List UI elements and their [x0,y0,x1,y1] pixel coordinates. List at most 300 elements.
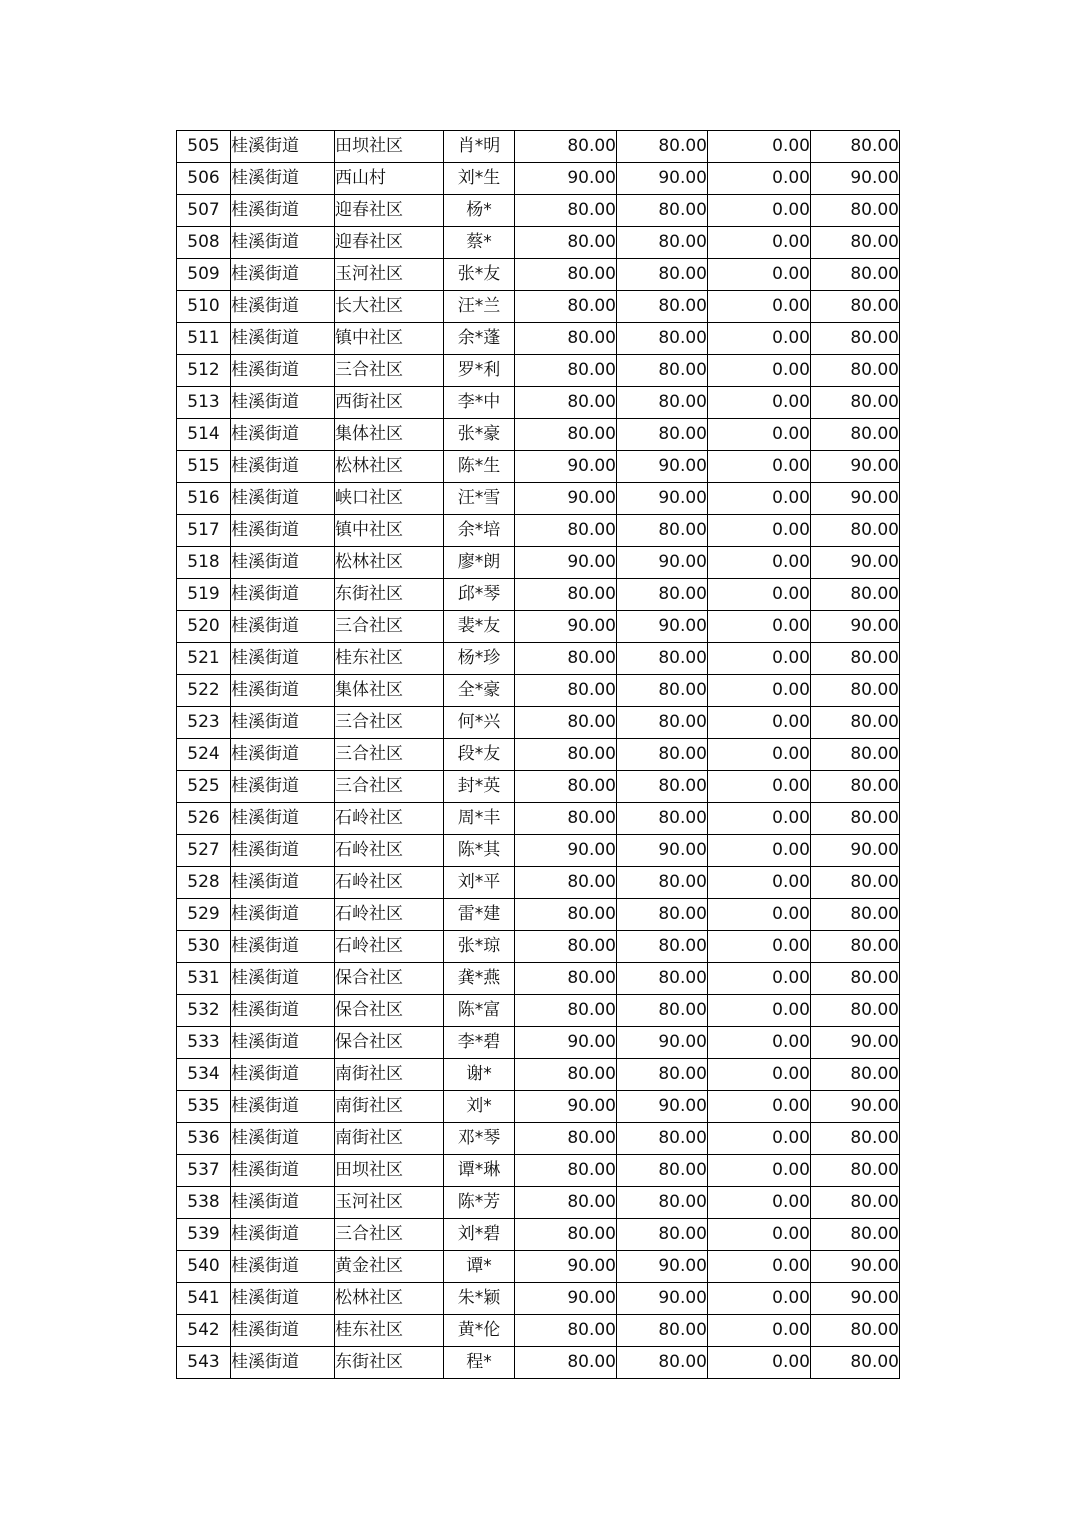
street-cell: 桂溪街道 [231,1187,335,1219]
table-row [177,195,900,227]
name-cell: 罗*利 [444,355,515,387]
amount-cell: 80.00 [617,1059,708,1091]
amount-cell: 80.00 [515,675,617,707]
street-cell: 桂溪街道 [231,771,335,803]
amount-cell: 80.00 [811,707,900,739]
table-row [177,643,900,675]
amount-cell: 90.00 [515,1027,617,1059]
street-cell: 桂溪街道 [231,291,335,323]
table-row [177,291,900,323]
community-cell: 玉河社区 [335,1187,444,1219]
street-cell: 桂溪街道 [231,195,335,227]
table-row [177,1219,900,1251]
amount-cell: 90.00 [811,1251,900,1283]
amount-cell: 80.00 [617,803,708,835]
name-cell: 程* [444,1347,515,1379]
amount-cell: 0.00 [708,707,811,739]
community-cell: 桂东社区 [335,643,444,675]
street-cell: 桂溪街道 [231,483,335,515]
row-number-cell: 512 [177,355,231,387]
street-cell: 桂溪街道 [231,675,335,707]
community-cell: 保合社区 [335,963,444,995]
amount-cell: 90.00 [617,483,708,515]
amount-cell: 80.00 [811,867,900,899]
amount-cell: 90.00 [515,547,617,579]
row-number-cell: 506 [177,163,231,195]
name-cell: 李*碧 [444,1027,515,1059]
amount-cell: 90.00 [811,483,900,515]
table-row [177,675,900,707]
table-row [177,611,900,643]
amount-cell: 90.00 [811,1091,900,1123]
amount-cell: 80.00 [617,963,708,995]
amount-cell: 0.00 [708,899,811,931]
amount-cell: 80.00 [617,739,708,771]
amount-cell: 90.00 [515,1251,617,1283]
street-cell: 桂溪街道 [231,451,335,483]
row-number-cell: 536 [177,1123,231,1155]
row-number-cell: 535 [177,1091,231,1123]
table-row [177,1347,900,1379]
street-cell: 桂溪街道 [231,227,335,259]
community-cell: 田坝社区 [335,1155,444,1187]
table-row [177,131,900,163]
table-row [177,259,900,291]
amount-cell: 80.00 [617,227,708,259]
amount-cell: 80.00 [515,515,617,547]
amount-cell: 90.00 [515,611,617,643]
community-cell: 峡口社区 [335,483,444,515]
amount-cell: 80.00 [515,931,617,963]
amount-cell: 80.00 [515,707,617,739]
amount-cell: 90.00 [617,1283,708,1315]
amount-cell: 0.00 [708,291,811,323]
row-number-cell: 515 [177,451,231,483]
amount-cell: 90.00 [811,835,900,867]
street-cell: 桂溪街道 [231,547,335,579]
row-number-cell: 519 [177,579,231,611]
row-number-cell: 525 [177,771,231,803]
amount-cell: 0.00 [708,1059,811,1091]
amount-cell: 80.00 [617,323,708,355]
amount-cell: 0.00 [708,1283,811,1315]
amount-cell: 80.00 [617,1315,708,1347]
amount-cell: 80.00 [811,1315,900,1347]
table-row [177,963,900,995]
amount-cell: 0.00 [708,1219,811,1251]
amount-cell: 80.00 [617,259,708,291]
table-row [177,387,900,419]
amount-cell: 0.00 [708,515,811,547]
amount-cell: 0.00 [708,483,811,515]
community-cell: 迎春社区 [335,227,444,259]
amount-cell: 80.00 [617,579,708,611]
name-cell: 龚*燕 [444,963,515,995]
table-row [177,323,900,355]
amount-cell: 90.00 [515,483,617,515]
row-number-cell: 511 [177,323,231,355]
table-row [177,355,900,387]
community-cell: 西街社区 [335,387,444,419]
street-cell: 桂溪街道 [231,1283,335,1315]
amount-cell: 0.00 [708,675,811,707]
street-cell: 桂溪街道 [231,355,335,387]
amount-cell: 90.00 [617,835,708,867]
row-number-cell: 537 [177,1155,231,1187]
table-row [177,1283,900,1315]
community-cell: 长大社区 [335,291,444,323]
community-cell: 迎春社区 [335,195,444,227]
name-cell: 肖*明 [444,131,515,163]
amount-cell: 80.00 [617,931,708,963]
street-cell: 桂溪街道 [231,867,335,899]
amount-cell: 80.00 [515,867,617,899]
amount-cell: 80.00 [515,963,617,995]
amount-cell: 80.00 [515,131,617,163]
amount-cell: 90.00 [617,611,708,643]
row-number-cell: 518 [177,547,231,579]
community-cell: 黄金社区 [335,1251,444,1283]
row-number-cell: 534 [177,1059,231,1091]
amount-cell: 0.00 [708,995,811,1027]
street-cell: 桂溪街道 [231,131,335,163]
name-cell: 邱*琴 [444,579,515,611]
community-cell: 东街社区 [335,1347,444,1379]
row-number-cell: 539 [177,1219,231,1251]
row-number-cell: 513 [177,387,231,419]
row-number-cell: 516 [177,483,231,515]
amount-cell: 80.00 [617,355,708,387]
amount-cell: 80.00 [811,515,900,547]
row-number-cell: 521 [177,643,231,675]
row-number-cell: 528 [177,867,231,899]
amount-cell: 80.00 [515,419,617,451]
amount-cell: 80.00 [811,643,900,675]
name-cell: 刘*生 [444,163,515,195]
community-cell: 三合社区 [335,707,444,739]
table-row [177,995,900,1027]
table-row [177,1123,900,1155]
row-number-cell: 540 [177,1251,231,1283]
row-number-cell: 514 [177,419,231,451]
amount-cell: 80.00 [515,1155,617,1187]
table-row [177,1059,900,1091]
amount-cell: 0.00 [708,1155,811,1187]
community-cell: 东街社区 [335,579,444,611]
amount-cell: 80.00 [515,195,617,227]
amount-cell: 80.00 [617,899,708,931]
table-row [177,1091,900,1123]
amount-cell: 80.00 [811,803,900,835]
table-row [177,515,900,547]
amount-cell: 80.00 [811,419,900,451]
row-number-cell: 510 [177,291,231,323]
community-cell: 石岭社区 [335,835,444,867]
amount-cell: 80.00 [515,995,617,1027]
row-number-cell: 531 [177,963,231,995]
amount-cell: 90.00 [811,611,900,643]
community-cell: 三合社区 [335,739,444,771]
name-cell: 刘*碧 [444,1219,515,1251]
amount-cell: 0.00 [708,323,811,355]
amount-cell: 0.00 [708,611,811,643]
community-cell: 松林社区 [335,1283,444,1315]
amount-cell: 80.00 [617,195,708,227]
table-row [177,163,900,195]
amount-cell: 0.00 [708,1187,811,1219]
name-cell: 陈*生 [444,451,515,483]
street-cell: 桂溪街道 [231,739,335,771]
amount-cell: 0.00 [708,1027,811,1059]
table-row [177,1027,900,1059]
amount-cell: 80.00 [515,899,617,931]
street-cell: 桂溪街道 [231,419,335,451]
table-row [177,1315,900,1347]
street-cell: 桂溪街道 [231,1219,335,1251]
amount-cell: 80.00 [515,227,617,259]
name-cell: 张*琼 [444,931,515,963]
street-cell: 桂溪街道 [231,579,335,611]
amount-cell: 80.00 [617,131,708,163]
name-cell: 张*豪 [444,419,515,451]
row-number-cell: 520 [177,611,231,643]
row-number-cell: 542 [177,1315,231,1347]
amount-cell: 80.00 [811,771,900,803]
amount-cell: 90.00 [811,1283,900,1315]
amount-cell: 80.00 [811,195,900,227]
name-cell: 邓*琴 [444,1123,515,1155]
amount-cell: 80.00 [515,291,617,323]
amount-cell: 80.00 [617,291,708,323]
amount-cell: 90.00 [811,163,900,195]
amount-cell: 80.00 [811,675,900,707]
amount-cell: 80.00 [811,899,900,931]
table-row [177,451,900,483]
community-cell: 南街社区 [335,1123,444,1155]
amount-cell: 0.00 [708,163,811,195]
amount-cell: 0.00 [708,131,811,163]
row-number-cell: 507 [177,195,231,227]
row-number-cell: 527 [177,835,231,867]
amount-cell: 0.00 [708,547,811,579]
amount-cell: 90.00 [617,451,708,483]
row-number-cell: 523 [177,707,231,739]
community-cell: 石岭社区 [335,931,444,963]
table-body [177,131,900,1379]
row-number-cell: 524 [177,739,231,771]
name-cell: 杨* [444,195,515,227]
name-cell: 余*蓬 [444,323,515,355]
amount-cell: 80.00 [617,707,708,739]
community-cell: 松林社区 [335,451,444,483]
amount-cell: 90.00 [811,1027,900,1059]
street-cell: 桂溪街道 [231,259,335,291]
amount-cell: 80.00 [617,867,708,899]
name-cell: 余*培 [444,515,515,547]
table-row [177,739,900,771]
community-cell: 石岭社区 [335,899,444,931]
amount-cell: 0.00 [708,1251,811,1283]
amount-cell: 80.00 [617,515,708,547]
row-number-cell: 529 [177,899,231,931]
amount-cell: 0.00 [708,643,811,675]
street-cell: 桂溪街道 [231,1155,335,1187]
amount-cell: 80.00 [811,995,900,1027]
amount-cell: 80.00 [617,1219,708,1251]
name-cell: 李*中 [444,387,515,419]
amount-cell: 0.00 [708,803,811,835]
name-cell: 何*兴 [444,707,515,739]
name-cell: 裴*友 [444,611,515,643]
amount-cell: 80.00 [811,259,900,291]
amount-cell: 80.00 [617,675,708,707]
name-cell: 蔡* [444,227,515,259]
table-row [177,835,900,867]
amount-cell: 80.00 [617,1187,708,1219]
name-cell: 谢* [444,1059,515,1091]
amount-cell: 0.00 [708,1091,811,1123]
amount-cell: 0.00 [708,963,811,995]
community-cell: 桂东社区 [335,1315,444,1347]
amount-cell: 0.00 [708,867,811,899]
community-cell: 三合社区 [335,771,444,803]
amount-cell: 90.00 [515,835,617,867]
amount-cell: 80.00 [515,771,617,803]
amount-cell: 0.00 [708,931,811,963]
amount-cell: 80.00 [515,259,617,291]
community-cell: 石岭社区 [335,803,444,835]
name-cell: 廖*朗 [444,547,515,579]
row-number-cell: 509 [177,259,231,291]
amount-cell: 90.00 [515,1091,617,1123]
amount-cell: 0.00 [708,387,811,419]
amount-cell: 0.00 [708,451,811,483]
table-row [177,483,900,515]
amount-cell: 80.00 [811,739,900,771]
street-cell: 桂溪街道 [231,611,335,643]
name-cell: 谭* [444,1251,515,1283]
amount-cell: 80.00 [811,131,900,163]
community-cell: 保合社区 [335,995,444,1027]
row-number-cell: 530 [177,931,231,963]
name-cell: 段*友 [444,739,515,771]
amount-cell: 80.00 [811,1123,900,1155]
amount-cell: 80.00 [811,1219,900,1251]
name-cell: 陈*芳 [444,1187,515,1219]
amount-cell: 80.00 [811,387,900,419]
street-cell: 桂溪街道 [231,1347,335,1379]
amount-cell: 80.00 [515,1315,617,1347]
street-cell: 桂溪街道 [231,835,335,867]
street-cell: 桂溪街道 [231,963,335,995]
community-cell: 集体社区 [335,419,444,451]
amount-cell: 80.00 [811,1059,900,1091]
amount-cell: 80.00 [515,803,617,835]
amount-cell: 90.00 [617,1027,708,1059]
street-cell: 桂溪街道 [231,387,335,419]
row-number-cell: 532 [177,995,231,1027]
table-row [177,867,900,899]
amount-cell: 80.00 [811,579,900,611]
name-cell: 封*英 [444,771,515,803]
amount-cell: 80.00 [617,1123,708,1155]
data-table [176,130,900,1379]
name-cell: 黄*伦 [444,1315,515,1347]
community-cell: 镇中社区 [335,323,444,355]
amount-cell: 80.00 [811,227,900,259]
amount-cell: 0.00 [708,259,811,291]
amount-cell: 90.00 [515,1283,617,1315]
amount-cell: 80.00 [515,1187,617,1219]
street-cell: 桂溪街道 [231,1251,335,1283]
amount-cell: 0.00 [708,195,811,227]
amount-cell: 80.00 [617,419,708,451]
amount-cell: 90.00 [617,1251,708,1283]
street-cell: 桂溪街道 [231,1123,335,1155]
amount-cell: 80.00 [811,1347,900,1379]
amount-cell: 80.00 [811,963,900,995]
amount-cell: 0.00 [708,835,811,867]
table-row [177,227,900,259]
street-cell: 桂溪街道 [231,995,335,1027]
community-cell: 镇中社区 [335,515,444,547]
amount-cell: 90.00 [811,451,900,483]
amount-cell: 80.00 [617,1347,708,1379]
street-cell: 桂溪街道 [231,1091,335,1123]
amount-cell: 80.00 [811,931,900,963]
community-cell: 松林社区 [335,547,444,579]
table-row [177,707,900,739]
row-number-cell: 541 [177,1283,231,1315]
amount-cell: 80.00 [811,323,900,355]
street-cell: 桂溪街道 [231,803,335,835]
name-cell: 张*友 [444,259,515,291]
amount-cell: 80.00 [515,1347,617,1379]
amount-cell: 80.00 [811,1155,900,1187]
name-cell: 汪*兰 [444,291,515,323]
name-cell: 刘* [444,1091,515,1123]
table-row [177,579,900,611]
amount-cell: 80.00 [515,1123,617,1155]
amount-cell: 0.00 [708,1347,811,1379]
name-cell: 朱*颖 [444,1283,515,1315]
street-cell: 桂溪街道 [231,707,335,739]
community-cell: 石岭社区 [335,867,444,899]
community-cell: 南街社区 [335,1059,444,1091]
name-cell: 谭*琳 [444,1155,515,1187]
community-cell: 田坝社区 [335,131,444,163]
amount-cell: 0.00 [708,739,811,771]
row-number-cell: 533 [177,1027,231,1059]
amount-cell: 90.00 [515,163,617,195]
name-cell: 刘*平 [444,867,515,899]
amount-cell: 0.00 [708,771,811,803]
amount-cell: 80.00 [515,387,617,419]
amount-cell: 80.00 [515,1059,617,1091]
street-cell: 桂溪街道 [231,1315,335,1347]
amount-cell: 0.00 [708,1315,811,1347]
name-cell: 周*丰 [444,803,515,835]
amount-cell: 0.00 [708,1123,811,1155]
amount-cell: 80.00 [515,1219,617,1251]
community-cell: 集体社区 [335,675,444,707]
amount-cell: 80.00 [811,1187,900,1219]
amount-cell: 80.00 [515,323,617,355]
amount-cell: 80.00 [617,643,708,675]
name-cell: 陈*富 [444,995,515,1027]
table-row [177,1155,900,1187]
amount-cell: 0.00 [708,419,811,451]
